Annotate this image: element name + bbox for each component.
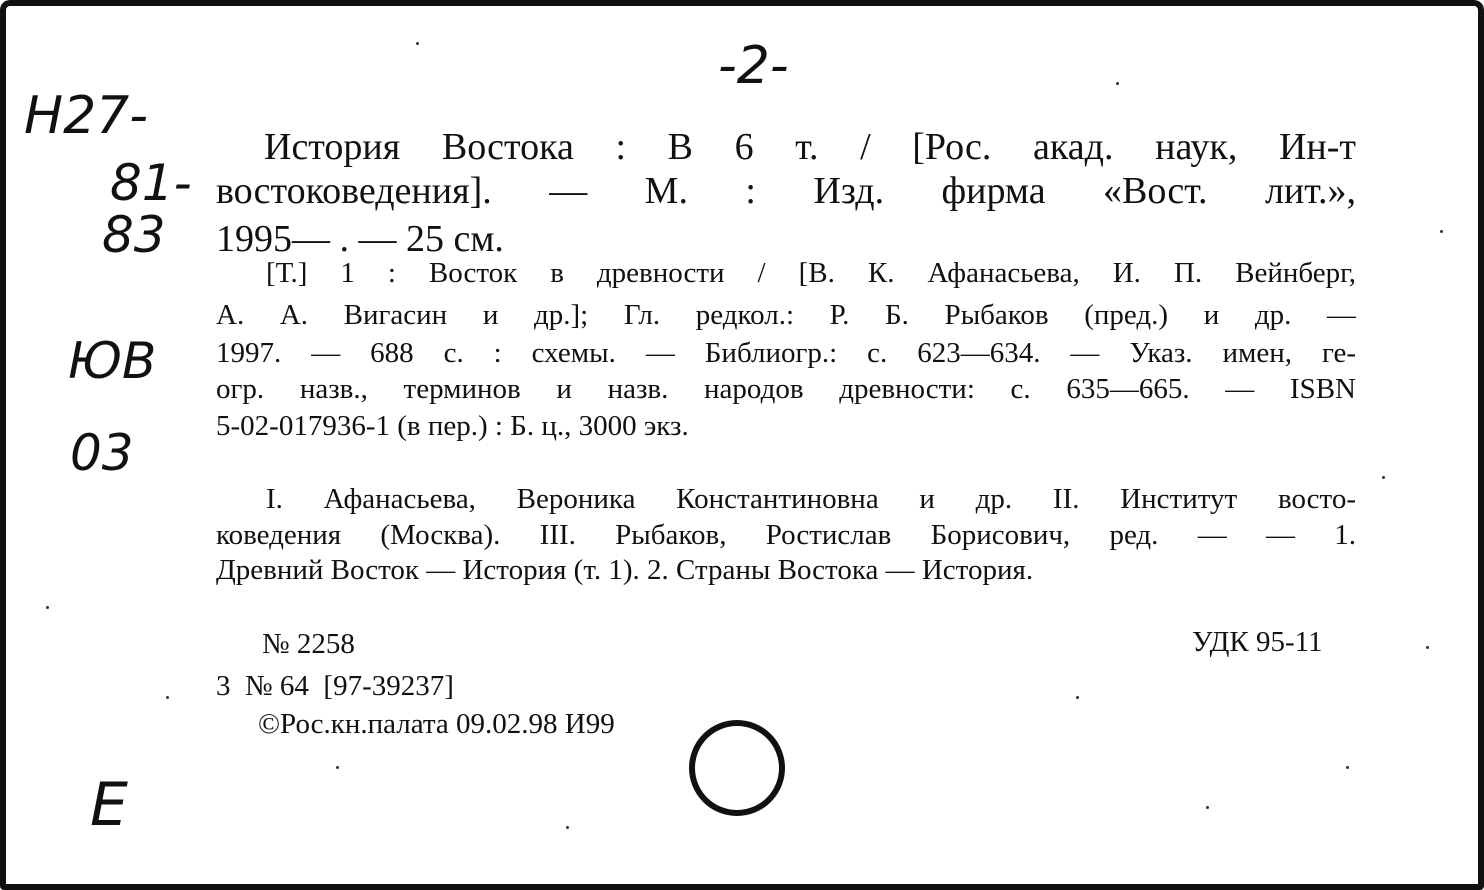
- speckle: [336, 766, 339, 769]
- speckle: [566, 826, 569, 829]
- speckle: [1346, 766, 1349, 769]
- entry-heading-line-3: 1995— . — 25 см.: [216, 218, 504, 260]
- tracing-line-3: Древний Восток — История (т. 1). 2. Страны Востока — История.: [216, 554, 1034, 586]
- entry-heading-line-2: востоковедения]. — М. : Изд. фирма «Вост. лит.»,: [216, 170, 1356, 212]
- speckle: [1116, 82, 1119, 85]
- handwritten-location-1: ЮВ: [68, 332, 157, 390]
- speckle: [46, 606, 49, 609]
- speckle: [416, 42, 419, 45]
- speckle: [166, 696, 169, 699]
- handwritten-letter: E: [90, 770, 128, 840]
- footer-line-3: ©Рос.кн.палата 09.02.98 И99: [258, 708, 615, 740]
- punch-hole: [689, 720, 785, 816]
- tracing-line-2: коведения (Москва). III. Рыбаков, Ростислав Борисович, ред. — — 1.: [216, 519, 1356, 551]
- volume-line-3: 1997. — 688 с. : схемы. — Библиогр.: с. 623—634. — Указ. имен, ге-: [216, 337, 1356, 369]
- entry-heading-line-1: История Востока : В 6 т. / [Рос. акад. наук, Ин-т: [264, 126, 1356, 168]
- handwritten-page-mark: -2-: [718, 36, 789, 96]
- speckle: [1426, 646, 1429, 649]
- speckle: [1440, 230, 1443, 233]
- speckle: [1206, 806, 1209, 809]
- handwritten-location-2: 03: [70, 424, 134, 482]
- card-number: № 2258: [262, 628, 355, 660]
- volume-line-1: [Т.] 1 : Восток в древности / [В. К. Афанасьева, И. П. Вейнберг,: [266, 257, 1356, 289]
- tracing-line-1: I. Афанасьева, Вероника Константиновна и др. II. Институт восто-: [266, 483, 1356, 515]
- volume-line-2: А. А. Вигасин и др.]; Гл. редкол.: Р. Б. Рыбаков (пред.) и др. —: [216, 299, 1356, 331]
- footer-line-2: 3 № 64 [97-39237]: [216, 670, 454, 702]
- speckle: [1382, 476, 1385, 479]
- volume-line-4: огр. назв., терминов и назв. народов древности: с. 635—665. — ISBN: [216, 373, 1356, 405]
- handwritten-shelfmark-3: 83: [102, 206, 166, 264]
- volume-line-5: 5-02-017936-1 (в пер.) : Б. ц., 3000 экз.: [216, 410, 689, 442]
- handwritten-shelfmark-1: Н27-: [24, 86, 149, 146]
- udc-code: УДК 95-11: [1192, 626, 1323, 658]
- handwritten-shelfmark-2: 81-: [110, 154, 192, 212]
- speckle: [1076, 696, 1079, 699]
